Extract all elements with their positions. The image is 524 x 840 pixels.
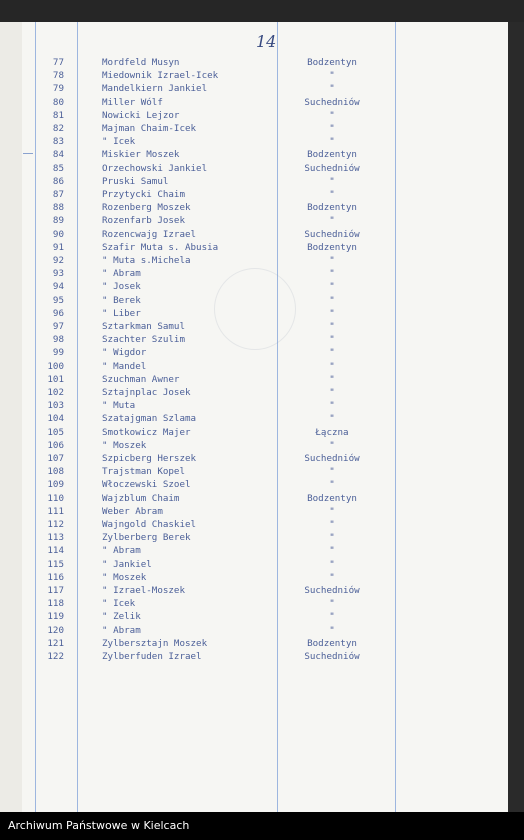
- table-row: [22, 651, 508, 663]
- entry-name: Trajstman Kopel: [102, 466, 185, 478]
- entry-town: Suchedniów: [304, 453, 360, 464]
- entry-town: Bodzentyn: [307, 149, 357, 161]
- entry-name: Rozencwajg Izrael: [102, 228, 197, 240]
- entry-town: ": [329, 294, 335, 306]
- entry-number: 78: [52, 70, 64, 82]
- entry-name: Rozenberg Moszek: [102, 202, 191, 214]
- entry-number: 106: [47, 439, 64, 451]
- table-row: [22, 242, 508, 254]
- table-row: [22, 268, 508, 280]
- entry-town: ": [329, 70, 335, 82]
- entry-town: ": [329, 268, 335, 280]
- entry-name: " Moszek: [102, 571, 147, 583]
- entry-number: 113: [47, 532, 64, 544]
- table-row: [22, 215, 508, 227]
- entry-town: ": [329, 321, 335, 332]
- entry-number: 110: [47, 492, 64, 504]
- entry-number: 95: [52, 294, 64, 306]
- entry-number: 86: [52, 175, 64, 187]
- table-row: [22, 202, 508, 214]
- entry-name: Szpicberg Herszek: [102, 453, 197, 464]
- entry-number: 94: [52, 281, 64, 293]
- entry-name: Rozenfarb Josek: [102, 215, 185, 227]
- entry-town: ": [329, 439, 335, 451]
- table-row: [22, 440, 508, 452]
- entry-name: Włoczewski Szoel: [102, 479, 191, 491]
- entry-name: " Icek: [102, 136, 136, 148]
- entry-name: Zylberberg Berek: [102, 532, 191, 544]
- entry-name: " Muta: [102, 400, 136, 412]
- entry-name: Nowicki Lejzor: [102, 109, 180, 121]
- entry-town: ": [329, 598, 335, 610]
- entry-town: Bodzentyn: [307, 241, 357, 253]
- table-row: [22, 321, 508, 333]
- entry-name: Orzechowski Jankiel: [102, 162, 208, 174]
- entry-town: Bodzentyn: [307, 57, 357, 68]
- entry-name: Mandelkiern Jankiel: [102, 83, 208, 95]
- entry-name: Szatajgman Szlama: [102, 413, 197, 425]
- entry-number: 119: [47, 611, 64, 623]
- entry-number: 115: [47, 558, 64, 570]
- table-row: [22, 136, 508, 148]
- entry-town: ": [329, 334, 335, 346]
- entry-town: ": [329, 83, 335, 95]
- entry-number: 84: [52, 149, 64, 161]
- entry-name: Szachter Szulim: [102, 334, 185, 346]
- entry-town: ": [329, 109, 335, 121]
- table-row: [22, 506, 508, 518]
- table-row: [22, 255, 508, 267]
- entry-name: Pruski Samul: [102, 175, 169, 187]
- table-row: [22, 611, 508, 623]
- entry-name: Wajngold Chaskiel: [102, 519, 197, 530]
- entry-name: " Wigdor: [102, 347, 147, 359]
- entry-name: " Berek: [102, 294, 141, 306]
- entry-name: Smotkowicz Majer: [102, 426, 191, 438]
- entry-name: Szafir Muta s. Abusia: [102, 241, 219, 253]
- entry-town: ": [329, 215, 335, 227]
- entry-town: ": [329, 479, 335, 491]
- entry-name: Sztajnplac Josek: [102, 387, 191, 398]
- entry-name: Szuchman Awner: [102, 373, 180, 385]
- entry-town: ": [329, 545, 335, 557]
- entry-town: ": [329, 360, 335, 372]
- document-page: [22, 22, 508, 812]
- table-row: [22, 281, 508, 293]
- entry-name: " Josek: [102, 281, 141, 293]
- entry-name: Weber Abram: [102, 505, 163, 517]
- entry-number: 87: [52, 189, 64, 200]
- entry-number: 96: [52, 307, 64, 319]
- entry-number: 101: [47, 373, 64, 385]
- table-row: [22, 545, 508, 557]
- table-row: [22, 413, 508, 425]
- entry-number: 98: [52, 334, 64, 346]
- table-row: [22, 97, 508, 109]
- entry-town: ": [329, 347, 335, 359]
- entry-number: 114: [47, 545, 64, 557]
- entry-name: Sztarkman Samul: [102, 321, 185, 332]
- table-row: [22, 559, 508, 571]
- entry-number: 97: [52, 321, 64, 332]
- entry-number: 112: [47, 519, 64, 530]
- entry-name: " Abram: [102, 268, 141, 280]
- entry-number: 89: [52, 215, 64, 227]
- entry-number: 83: [52, 136, 64, 148]
- entry-number: 103: [47, 400, 64, 412]
- entry-number: 109: [47, 479, 64, 491]
- entry-number: 99: [52, 347, 64, 359]
- entry-name: Miller Wólf: [102, 96, 163, 108]
- table-row: [22, 295, 508, 307]
- table-row: [22, 57, 508, 69]
- viewer-top-strip: [0, 0, 524, 22]
- entry-name: " Liber: [102, 307, 141, 319]
- entry-name: " Icek: [102, 598, 136, 610]
- entry-town: ": [329, 136, 335, 148]
- entry-number: 92: [52, 255, 64, 266]
- table-row: [22, 149, 508, 161]
- entry-town: ": [329, 175, 335, 187]
- entry-town: ": [329, 624, 335, 636]
- table-row: [22, 123, 508, 135]
- footer-bar: [0, 812, 524, 840]
- table-row: [22, 427, 508, 439]
- entry-town: ": [329, 123, 335, 134]
- table-row: [22, 308, 508, 320]
- entry-number: 105: [47, 426, 64, 438]
- table-row: [22, 493, 508, 505]
- entry-town: Bodzentyn: [307, 492, 357, 504]
- entry-name: Mordfeld Musyn: [102, 57, 180, 68]
- entry-number: 120: [47, 624, 64, 636]
- archive-label: Archiwum Państwowe w Kielcach: [8, 819, 190, 832]
- table-row: [22, 110, 508, 122]
- entry-number: 90: [52, 228, 64, 240]
- table-row: [22, 229, 508, 241]
- entry-name: Zylbersztajn Moszek: [102, 637, 208, 649]
- entry-name: Miskier Moszek: [102, 149, 180, 161]
- entry-name: " Mandel: [102, 360, 147, 372]
- entry-name: Miedownik Izrael-Icek: [102, 70, 219, 82]
- table-row: [22, 453, 508, 465]
- table-row: [22, 479, 508, 491]
- entry-name: " Muta s.Michela: [102, 255, 191, 266]
- entry-name: Wajzblum Chaim: [102, 492, 180, 504]
- entry-number: 85: [52, 162, 64, 174]
- table-row: [22, 466, 508, 478]
- previous-page-edge: [0, 22, 23, 812]
- entry-name: " Jankiel: [102, 558, 152, 570]
- entry-number: 102: [47, 387, 64, 398]
- entry-number: 81: [52, 109, 64, 121]
- entry-town: ": [329, 255, 335, 266]
- entry-number: 79: [52, 83, 64, 95]
- entry-name: " Abram: [102, 545, 141, 557]
- entry-name: Zylberfuden Izrael: [102, 651, 202, 662]
- table-row: [22, 163, 508, 175]
- entry-town: ": [329, 571, 335, 583]
- table-row: [22, 638, 508, 650]
- entry-number: 80: [52, 96, 64, 108]
- entry-town: ": [329, 373, 335, 385]
- table-row: [22, 361, 508, 373]
- entry-town: ": [329, 611, 335, 623]
- entry-name: " Abram: [102, 624, 141, 636]
- entry-town: Suchedniów: [304, 162, 360, 174]
- page-number-annotation: 14: [256, 32, 277, 51]
- entry-town: ": [329, 532, 335, 544]
- table-row: [22, 585, 508, 597]
- table-row: [22, 189, 508, 201]
- table-row: [22, 598, 508, 610]
- entry-town: ": [329, 400, 335, 412]
- entry-town: Bodzentyn: [307, 637, 357, 649]
- entry-town: Łączna: [315, 426, 349, 438]
- entry-name: Majman Chaim-Icek: [102, 123, 197, 134]
- table-row: [22, 519, 508, 531]
- entry-number: 111: [47, 505, 64, 517]
- table-row: [22, 334, 508, 346]
- entry-town: ": [329, 413, 335, 425]
- entry-number: 82: [52, 123, 64, 134]
- entry-number: 100: [47, 360, 64, 372]
- entry-town: ": [329, 519, 335, 530]
- entry-town: Suchedniów: [304, 96, 360, 108]
- entry-town: ": [329, 189, 335, 200]
- entry-town: ": [329, 307, 335, 319]
- entry-number: 118: [47, 598, 64, 610]
- entry-number: 122: [47, 651, 64, 662]
- entry-town: ": [329, 558, 335, 570]
- entry-number: 104: [47, 413, 64, 425]
- entry-town: Suchedniów: [304, 228, 360, 240]
- entry-town: Bodzentyn: [307, 202, 357, 214]
- table-row: [22, 387, 508, 399]
- entry-town: ": [329, 281, 335, 293]
- entry-town: ": [329, 505, 335, 517]
- table-row: [22, 374, 508, 386]
- table-row: [22, 176, 508, 188]
- entry-number: 77: [52, 57, 64, 68]
- table-row: [22, 83, 508, 95]
- table-row: [22, 400, 508, 412]
- entry-number: 107: [47, 453, 64, 464]
- entry-number: 116: [47, 571, 64, 583]
- entry-number: 121: [47, 637, 64, 649]
- entry-name: " Izrael-Moszek: [102, 585, 185, 596]
- table-row: [22, 532, 508, 544]
- entry-name: Przytycki Chaim: [102, 189, 185, 200]
- entry-number: 93: [52, 268, 64, 280]
- entry-town: Suchedniów: [304, 585, 360, 596]
- entry-town: ": [329, 387, 335, 398]
- table-row: [22, 347, 508, 359]
- entry-number: 117: [47, 585, 64, 596]
- entry-name: " Zelik: [102, 611, 141, 623]
- entry-number: 108: [47, 466, 64, 478]
- entry-name: " Moszek: [102, 439, 147, 451]
- table-row: [22, 625, 508, 637]
- entry-town: Suchedniów: [304, 651, 360, 662]
- table-row: [22, 572, 508, 584]
- entry-town: ": [329, 466, 335, 478]
- entry-number: 88: [52, 202, 64, 214]
- entry-number: 91: [52, 241, 64, 253]
- table-row: [22, 70, 508, 82]
